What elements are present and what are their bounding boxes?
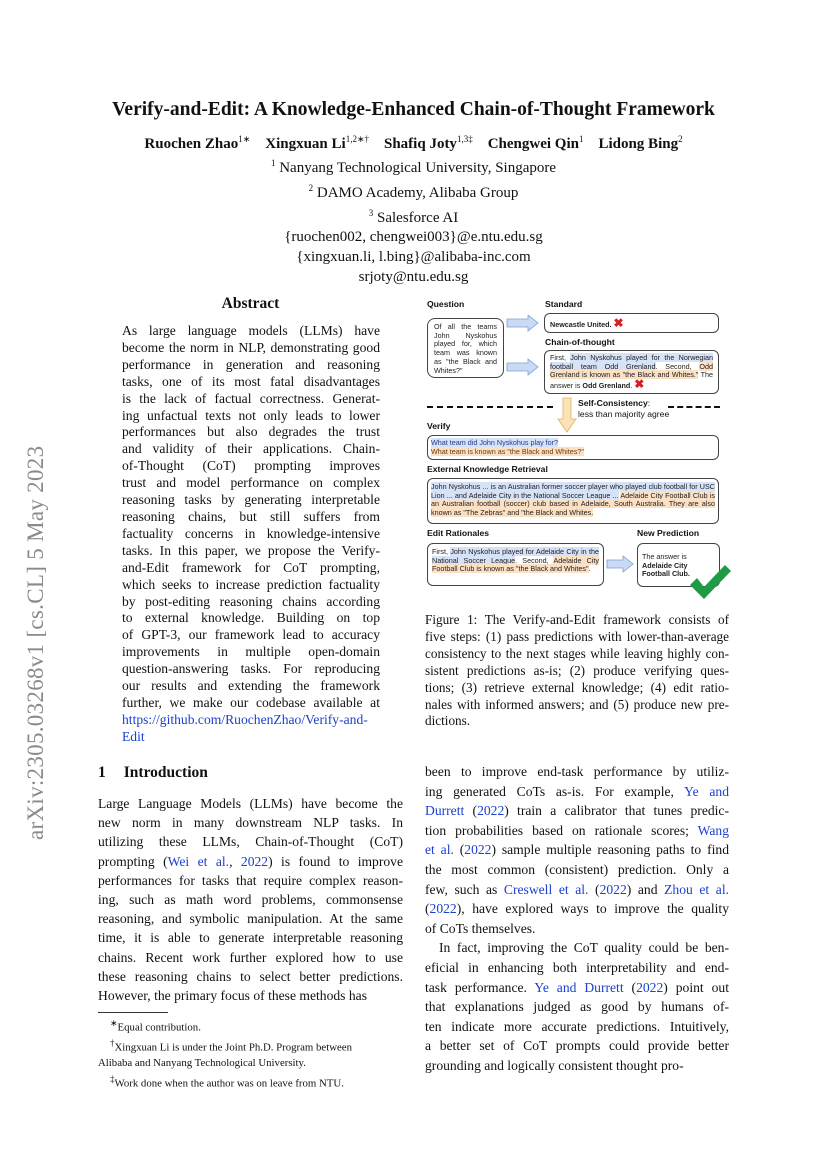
citation-link[interactable]: 2022 <box>599 881 627 897</box>
footnote <box>98 1072 403 1092</box>
edit-text: First, <box>432 547 451 556</box>
citation-link[interactable]: 2022 <box>477 803 505 819</box>
paper-title: Verify-and-Edit: A Knowledge-Enhanced Chain-of-Thought Framework <box>112 99 715 120</box>
footnote-text: Xingxuan Li is under the Joint Ph.D. Program between <box>114 1041 352 1054</box>
text-line <box>98 794 403 813</box>
citation-link[interactable]: Edit <box>122 728 145 744</box>
wrong-x-icon: ✖ <box>634 377 645 392</box>
text-line <box>98 928 403 947</box>
text-span: further, we make our codebase available at <box>122 694 380 710</box>
text-line <box>98 967 403 986</box>
section-heading-introduction <box>98 764 226 782</box>
retrieval-passage-1: John Nyskohus ... is an Australian former soccer player who played club football for USC Lion ... and Adelaide City in the National Soccer League ... <box>431 482 715 500</box>
text-span: by post-editing reasoning chains according <box>122 593 380 609</box>
caption-line: dictions. <box>425 713 471 729</box>
text-span: of GPT-3, our framework lead to accuracy <box>122 627 380 643</box>
cot-answer: Odd Grenland <box>582 381 631 391</box>
text-span: ) and <box>626 881 665 897</box>
question-label: Question <box>427 299 465 309</box>
caption-line: consistency to the next stages while leaving highly con- <box>425 645 729 661</box>
citation-link[interactable]: Creswell et al. <box>503 881 589 897</box>
author: Ruochen Zhao <box>144 136 239 152</box>
text-line <box>425 801 729 821</box>
text-line <box>98 852 403 871</box>
author: Shafiq Joty <box>384 136 457 152</box>
citation-link[interactable]: 2022 <box>240 853 269 869</box>
edit-rationales-label: Edit Rationales <box>427 528 490 538</box>
text-line <box>425 840 729 860</box>
text-line <box>425 978 729 998</box>
text-line <box>425 762 729 782</box>
text-line <box>122 357 380 374</box>
text-span: performance in generation and reasoning <box>122 356 380 372</box>
text-line <box>122 492 380 509</box>
text-span: ( <box>623 979 637 995</box>
text-line <box>122 526 380 543</box>
footnote-text: Equal contribution. <box>117 1021 201 1034</box>
dashed-divider-right <box>668 406 720 408</box>
standard-label: Standard <box>545 299 583 309</box>
text-span: is the lack of factual correctness. Generat- <box>122 390 380 406</box>
affiliation-text: srjoty@ntu.edu.sg <box>358 268 469 285</box>
text-span: In fact, improving the CoT quality could be ben- <box>439 940 729 956</box>
citation-link[interactable]: Ye and Durrett <box>534 979 624 995</box>
text-line <box>425 958 729 978</box>
text-line <box>425 782 729 802</box>
self-consistency-text: less than majority agree <box>578 408 670 419</box>
text-span: been to improve end-task performance by utiliz- <box>425 764 729 779</box>
text-span: question-answering tasks. For reproducing <box>122 661 380 677</box>
citation-link[interactable]: Zhou et al. <box>664 881 729 897</box>
text-line <box>122 610 380 627</box>
edit-rationales-box <box>427 543 604 586</box>
footnote-mark: † <box>110 1038 115 1049</box>
text-line <box>122 729 380 746</box>
text-span: performances for tasks that require complex reason- <box>98 872 403 888</box>
text-line <box>122 661 380 678</box>
cot-text: First, <box>550 353 571 362</box>
text-line <box>425 821 729 841</box>
footnote <box>98 1036 403 1056</box>
text-span: time, it is able to generate interpretable reasoning <box>98 930 403 946</box>
affiliation-line <box>0 228 827 248</box>
footnote-mark: ∗ <box>110 1018 118 1028</box>
text-span: ) train a calibrator that tunes predic- <box>504 803 729 819</box>
verify-question-1: What team did John Nyskohus play for? <box>431 438 559 447</box>
author: Chengwei Qin <box>487 136 579 152</box>
caption-line: tions; (3) retrieve external knowledge; (4) edit ratio- <box>425 679 729 695</box>
text-span: which seeks to increase prediction factuality <box>122 576 380 592</box>
cot-text: . Second, <box>655 361 700 371</box>
text-line <box>122 509 380 526</box>
text-line <box>122 594 380 611</box>
caption-line: sistent predictions as-is; (2) produce verifying ques- <box>425 662 729 678</box>
citation-link[interactable]: Wei et al. <box>167 853 230 869</box>
text-span: , <box>229 853 241 869</box>
affiliation-mark: 2 <box>308 182 314 193</box>
text-span: ten indicate more accurate predictions. Intuitively, <box>425 1018 729 1034</box>
text-span: a better set of CoT prompts could provide better <box>425 1038 729 1054</box>
footnotes <box>98 1016 403 1092</box>
author: Xingxuan Li <box>265 136 346 152</box>
text-span: ), have explored ways to improve the quality <box>456 901 729 917</box>
new-prediction-answer: Adelaide City Football Club. <box>642 560 690 579</box>
cot-highlight-orange: Odd Grenland is known as "the Black and Whites." <box>550 361 713 380</box>
verify-box <box>427 435 719 460</box>
text-span: ing unfactual texts not only leads to lower <box>122 407 380 423</box>
citation-link[interactable]: Wang <box>697 822 729 838</box>
text-span: task performance. <box>425 979 535 995</box>
question-box: Of all the teams John Nyskohus played for, which team was known as "the Black and Whites?" <box>427 318 504 378</box>
citation-link[interactable]: 2022 <box>464 842 492 858</box>
text-span: that explanations judged as good by humans of- <box>425 999 729 1015</box>
text-span: and-Edit framework for CoT prompting, <box>122 559 380 575</box>
author-affiliation-mark: 1 <box>578 134 584 144</box>
text-line <box>122 340 380 357</box>
verify-question-2: What team is known as "the Black and Whites?" <box>431 446 584 456</box>
dashed-divider-left <box>427 406 553 408</box>
text-span: As large language models (LLMs) have <box>122 323 380 338</box>
text-span: ( <box>453 842 465 858</box>
text-span: become the norm in NLP, demonstrating good <box>122 339 380 355</box>
footnote-text: Alibaba and Nanyang Technological University. <box>98 1057 306 1070</box>
citation-link[interactable]: Durrett <box>425 803 465 819</box>
text-line <box>122 644 380 661</box>
text-line <box>425 1036 729 1056</box>
edit-highlight-orange: Adelaide City Football Club is known as "the Black and Whites" <box>432 555 600 574</box>
cot-highlight-blue: John Nyskohus played for the Norwegian football team Odd Grenland <box>550 353 713 371</box>
footnote-text: Work done when the author was on leave from NTU. <box>114 1077 344 1090</box>
text-line <box>98 909 403 928</box>
text-span: prompting ( <box>98 853 168 869</box>
citation-link[interactable]: 2022 <box>636 979 664 995</box>
section-number: 1 <box>98 764 106 781</box>
text-span: new norm in many downstream NLP tasks. In <box>98 815 403 831</box>
author: Lidong Bing <box>598 136 679 152</box>
arrow-right-icon <box>507 315 538 331</box>
text-span: Large Language Models (LLMs) have become the <box>98 796 403 811</box>
text-span: these reasoning chains to select better predictions. <box>98 968 403 984</box>
checkmark-icon <box>688 563 732 601</box>
text-line <box>122 374 380 391</box>
text-line <box>122 391 380 408</box>
text-span: tasks. In this paper, we propose the Verify- <box>122 542 380 558</box>
text-line <box>425 997 729 1017</box>
verify-label: Verify <box>427 421 451 431</box>
arrow-down-icon <box>557 397 577 433</box>
text-span: chains. Recent work further explored how to use <box>98 949 403 965</box>
text-line <box>122 627 380 644</box>
affiliation-text: Nanyang Technological University, Singapore <box>279 160 557 176</box>
introduction-body <box>98 794 403 1005</box>
text-line <box>425 860 729 880</box>
text-span: the most common (consistent) prediction. Only a <box>425 861 729 877</box>
text-span: ) point out <box>663 979 729 995</box>
affiliation-text: {xingxuan.li, l.bing}@alibaba-inc.com <box>296 249 531 266</box>
text-line <box>98 948 403 967</box>
text-span: ing generated CoTs as-is. For example, <box>425 783 685 799</box>
text-span: ( <box>588 881 600 897</box>
new-prediction-label: New Prediction <box>637 528 700 538</box>
text-line <box>98 832 403 851</box>
affiliation-mark: 3 <box>368 207 374 218</box>
text-line <box>122 577 380 594</box>
text-line <box>122 424 380 441</box>
edit-text: . <box>588 564 591 574</box>
affiliation-line <box>0 154 827 179</box>
figure-caption <box>425 612 729 730</box>
arrow-right-icon <box>507 359 538 375</box>
text-line <box>425 919 729 939</box>
author-affiliation-mark: 1∗ <box>238 134 251 144</box>
text-span: ( <box>464 803 478 819</box>
text-line <box>122 543 380 560</box>
text-line <box>425 1017 729 1037</box>
standard-answer: Newcastle United. <box>550 320 612 329</box>
text-span: ( <box>425 901 430 917</box>
text-span: reasoning chains, but still suffers from <box>122 508 380 524</box>
cot-text: . <box>630 381 633 391</box>
text-span: grounding and logically consistent thought pro- <box>425 1057 684 1073</box>
abstract-body <box>122 323 380 746</box>
text-span: of CoTs themselves. <box>425 920 536 936</box>
edit-text: . Second, <box>515 555 554 565</box>
text-line <box>122 712 380 729</box>
new-prediction-prefix: The answer is <box>642 552 687 561</box>
text-span: utilizing these LLMs, Chain-of-Thought (CoT) <box>98 834 403 850</box>
right-column-body <box>425 762 729 1076</box>
text-span: trust and model performance on complex <box>122 475 380 491</box>
text-line <box>122 475 380 492</box>
standard-box <box>544 313 719 333</box>
cot-text: The answer is <box>550 370 713 391</box>
text-line <box>98 986 403 1005</box>
self-consistency-note: Self-Consistency: less than majority agree <box>578 398 670 419</box>
retrieval-label: External Knowledge Retrieval <box>427 464 548 474</box>
text-span: improvements in multiple open-domain <box>122 644 380 660</box>
text-line <box>425 1056 729 1076</box>
author-affiliation-mark: 1,3‡ <box>456 134 473 144</box>
text-line <box>122 441 380 458</box>
text-span: and validity of their applications. Chain- <box>122 441 380 457</box>
citation-link[interactable]: et al. <box>425 842 454 858</box>
text-span: tasks, one of its most fatal disadvantages <box>122 373 380 389</box>
text-span: reasoning, and symbolic manipulation. At the same <box>98 911 403 927</box>
text-span: of-Thought (CoT) prompting improves <box>122 458 380 474</box>
arxiv-side-label: arXiv:2305.03268v1 [cs.CL] 5 May 2023 <box>23 445 48 840</box>
footnote <box>98 1056 403 1072</box>
text-span: ) is found to improve <box>268 853 404 869</box>
affiliation-line <box>0 248 827 268</box>
caption-line: Figure 1: The Verify-and-Edit framework consists of <box>425 612 729 627</box>
abstract-heading: Abstract <box>221 295 280 312</box>
affiliation-text: {ruochen002, chengwei003}@e.ntu.edu.sg <box>284 229 543 246</box>
text-span: ) sample multiple reasoning paths to find <box>491 842 729 858</box>
author-affiliation-mark: 2 <box>678 134 683 144</box>
text-line <box>122 323 380 340</box>
affiliation-line <box>0 179 827 204</box>
text-line <box>122 560 380 577</box>
author-list <box>0 134 827 153</box>
text-line <box>425 899 729 919</box>
arrow-right-icon <box>606 555 634 573</box>
edit-highlight-blue: John Nyskohus played for Adelaide City in the National Soccer League <box>432 547 600 565</box>
text-line <box>122 408 380 425</box>
citation-link[interactable]: 2022 <box>429 901 457 917</box>
affiliation-text: DAMO Academy, Alibaba Group <box>316 184 519 201</box>
text-span: to external knowledge. Building on top <box>122 610 380 626</box>
footnote-mark: ‡ <box>110 1073 115 1084</box>
text-span: However, the primary focus of these methods has <box>98 988 367 1004</box>
text-line <box>98 890 403 909</box>
section-title: Introduction <box>123 764 208 781</box>
footnote <box>98 1016 403 1036</box>
text-span: our results and extending the framework <box>122 678 380 694</box>
retrieval-passage-2: Adelaide City Football Club is an Australian football (soccer) club based in Adelaide, South Australia. They are also known as "The Zebras" and "the Black and Whites. <box>431 490 715 518</box>
affiliations <box>0 154 827 288</box>
text-span: factuality concerns in knowledge-intensive <box>122 525 380 541</box>
text-span: performances but also degrades the trust <box>122 424 380 440</box>
text-span: ing, such as math word problems, commonsense <box>98 892 403 908</box>
author-affiliation-mark: 1,2∗† <box>345 134 369 144</box>
text-span: eficial in enhancing both interpretability and end- <box>425 959 729 975</box>
text-span: tion probabilities based on rationale scores; <box>425 822 698 838</box>
text-line <box>98 871 403 890</box>
cot-label: Chain-of-thought <box>545 337 615 347</box>
text-line <box>98 813 403 832</box>
affiliation-text: Salesforce AI <box>377 209 459 226</box>
citation-link[interactable]: Ye and <box>684 783 729 799</box>
caption-line: five steps: (1) pass predictions with lower-than-average <box>425 628 729 644</box>
text-line <box>425 938 729 958</box>
text-span: few, such as <box>425 881 504 897</box>
footnote-divider <box>98 1012 168 1013</box>
arrow-right-icons <box>506 315 540 377</box>
text-line <box>122 695 380 712</box>
affiliation-line <box>0 268 827 288</box>
text-line <box>122 458 380 475</box>
affiliation-line <box>0 204 827 229</box>
caption-line: nales with informed answers; and (5) produce new pre- <box>425 696 729 712</box>
affiliation-mark: 1 <box>270 158 276 168</box>
text-line <box>122 678 380 695</box>
cot-box <box>544 350 719 394</box>
self-consistency-label: Self-Consistency <box>578 398 648 408</box>
text-span: reasoning tasks by generating interpretable <box>122 492 380 508</box>
text-line <box>425 880 729 900</box>
citation-link[interactable]: https://github.com/RuochenZhao/Verify-and- <box>122 711 368 727</box>
retrieval-box <box>427 478 719 524</box>
wrong-x-icon: ✖ <box>613 316 624 330</box>
